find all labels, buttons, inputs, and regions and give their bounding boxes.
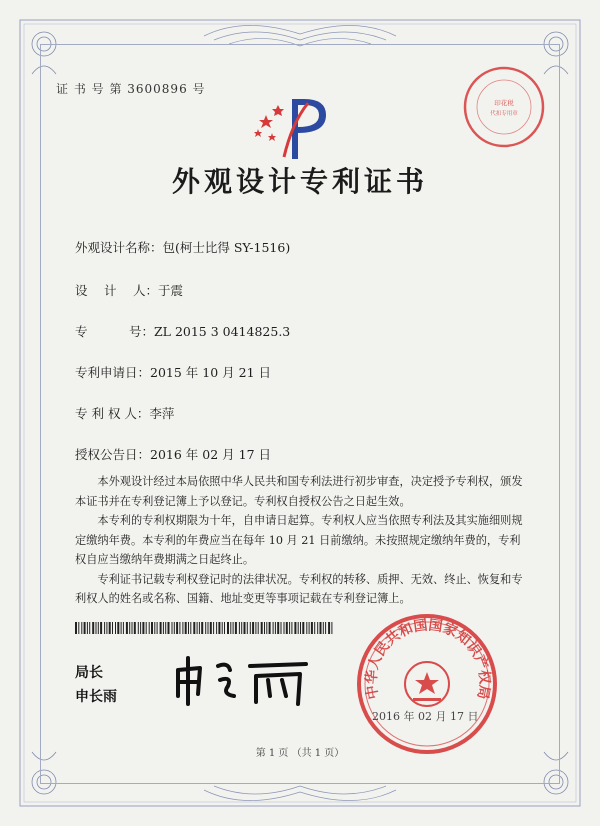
field-value: ZL 2015 3 0414825.3 bbox=[153, 324, 291, 339]
page-footer: 第 1 页 （共 1 页） bbox=[255, 748, 345, 759]
seal-text: 中华人民共和国国家知识产权局 bbox=[363, 617, 493, 701]
body-paragraph: 本外观设计经过本局依照中华人民共和国专利法进行初步审查，决定授予专利权，颁发本证书并在专利登记簿上予以登记。专利权自授权公告之日起生效。 bbox=[75, 475, 523, 508]
director-title: 局长 bbox=[75, 665, 103, 681]
field-application-date bbox=[75, 363, 271, 381]
field-designer bbox=[75, 281, 183, 299]
field-label: 专 号： bbox=[75, 324, 154, 339]
svg-text:代扣专用章: 代扣专用章 bbox=[490, 111, 518, 117]
certificate-title: 外观设计专利证书 bbox=[171, 165, 428, 198]
barcode bbox=[75, 622, 335, 634]
director-name: 申长雨 bbox=[75, 689, 117, 705]
field-value: 于震 bbox=[157, 283, 183, 298]
sipo-emblem-icon bbox=[248, 93, 348, 163]
director-signature bbox=[170, 652, 320, 707]
field-label: 授权公告日： bbox=[75, 447, 151, 462]
field-patentee bbox=[75, 404, 174, 422]
field-patent-number bbox=[75, 322, 290, 340]
field-value: 包(柯士比得 SY-1516) bbox=[162, 240, 291, 255]
field-value: 2016 年 02 月 17 日 bbox=[150, 447, 272, 462]
body-paragraph: 本专利的专利权期限为十年，自申请日起算。专利权人应当依照专利法及其实施细则规定缴纳年费。本专利的年费应当在每年 10 月 21 日前缴纳。未按照规定缴纳年费的，专利权自应当缴纳年费期满之日起终止。 bbox=[75, 514, 523, 566]
field-value: 李萍 bbox=[149, 406, 175, 421]
issue-date: 2016 年 02 月 17 日 bbox=[372, 710, 479, 723]
field-grant-date bbox=[75, 445, 271, 463]
certificate-number: 证 书 号 第 3600896 号 bbox=[56, 82, 206, 96]
agency-tax-seal bbox=[462, 65, 547, 150]
field-label: 外观设计名称： bbox=[75, 240, 163, 255]
field-value: 2015 年 10 月 21 日 bbox=[150, 365, 272, 380]
svg-text:印花税: 印花税 bbox=[494, 99, 514, 107]
certificate-body bbox=[75, 472, 527, 609]
field-design-name bbox=[75, 238, 290, 256]
sipo-official-seal bbox=[355, 612, 500, 757]
field-label: 专利申请日： bbox=[75, 365, 151, 380]
field-label: 设 计 人： bbox=[75, 283, 158, 298]
field-label: 专 利 权 人： bbox=[75, 406, 150, 421]
body-paragraph: 专利证书记载专利权登记时的法律状况。专利权的转移、质押、无效、终止、恢复和专利权人的姓名或名称、国籍、地址变更等事项记载在专利登记簿上。 bbox=[75, 572, 523, 605]
